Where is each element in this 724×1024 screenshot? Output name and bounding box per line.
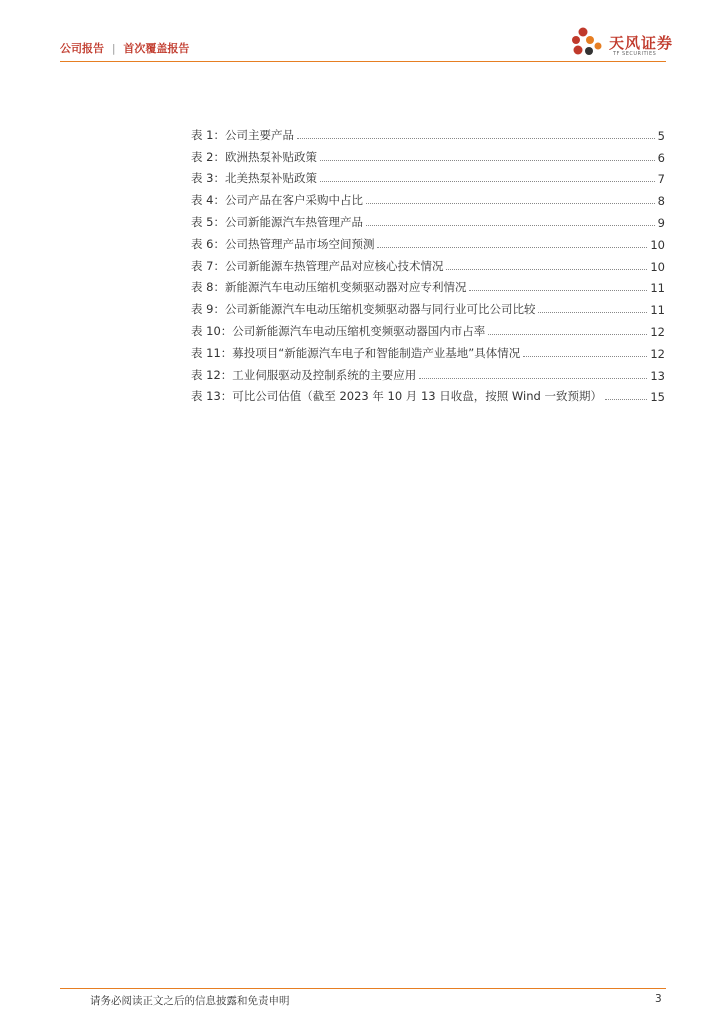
toc-entry-page: 13 <box>650 368 665 383</box>
toc-entry-page: 10 <box>650 237 665 252</box>
toc-leader-dots <box>320 181 655 182</box>
table-of-tables <box>191 121 665 404</box>
header-divider <box>60 61 666 62</box>
page-number: 3 <box>655 993 662 1005</box>
toc-leader-dots <box>297 138 655 139</box>
toc-entry[interactable] <box>191 230 665 252</box>
toc-entry-page: 8 <box>657 194 665 209</box>
toc-leader-dots <box>446 269 647 270</box>
toc-entry-page: 11 <box>650 303 665 318</box>
toc-entry[interactable] <box>191 252 665 274</box>
toc-entry-title: 表 7：公司新能源车热管理产品对应核心技术情况 <box>191 258 444 273</box>
toc-entry[interactable] <box>191 317 665 339</box>
toc-entry-title: 表 11：募投项目“新能源汽车电子和智能制造产业基地”具体情况 <box>191 345 521 360</box>
toc-entry[interactable] <box>191 121 665 143</box>
toc-entry[interactable] <box>191 186 665 208</box>
toc-entry-title: 表 2：欧洲热泵补贴政策 <box>191 149 317 164</box>
toc-leader-dots <box>523 356 647 357</box>
header-subcategory: 首次覆盖报告 <box>123 42 190 55</box>
toc-entry-page: 15 <box>650 390 665 405</box>
toc-leader-dots <box>366 225 655 226</box>
toc-entry[interactable] <box>191 274 665 296</box>
toc-entry[interactable] <box>191 295 665 317</box>
toc-entry-title: 表 9：公司新能源汽车电动压缩机变频驱动器与同行业可比公司比较 <box>191 302 536 317</box>
company-logo <box>568 22 678 62</box>
toc-entry-page: 12 <box>650 346 665 361</box>
footer-disclaimer: 请务必阅读正文之后的信息披露和免责申明 <box>90 995 290 1007</box>
toc-entry[interactable] <box>191 361 665 383</box>
toc-leader-dots <box>320 160 655 161</box>
toc-entry[interactable] <box>191 165 665 187</box>
header-separator: | <box>111 42 116 55</box>
toc-entry-page: 11 <box>650 281 665 296</box>
toc-entry[interactable] <box>191 339 665 361</box>
header-breadcrumb <box>60 40 189 56</box>
logo-name: 天风证券 <box>609 34 674 52</box>
toc-entry[interactable] <box>191 208 665 230</box>
toc-entry-title: 表 8：新能源汽车电动压缩机变频驱动器对应专利情况 <box>191 280 467 295</box>
toc-entry-title: 表 10：公司新能源汽车电动压缩机变频驱动器国内市占率 <box>191 323 486 338</box>
toc-leader-dots <box>538 312 647 313</box>
toc-leader-dots <box>469 290 647 291</box>
toc-entry-page: 6 <box>657 150 665 165</box>
toc-leader-dots <box>605 399 647 400</box>
toc-entry[interactable] <box>191 143 665 165</box>
toc-entry-title: 表 6：公司热管理产品市场空间预测 <box>191 236 375 251</box>
toc-entry-title: 表 4：公司产品在客户采购中占比 <box>191 193 363 208</box>
toc-entry[interactable] <box>191 383 665 405</box>
logo-subtitle: TF SECURITIES <box>613 51 657 57</box>
toc-leader-dots <box>488 334 647 335</box>
toc-entry-title: 表 13：可比公司估值（截至 2023 年 10 月 13 日收盘，按照 Wind 一致预期） <box>191 389 602 404</box>
toc-leader-dots <box>419 378 647 379</box>
toc-entry-title: 表 1：公司主要产品 <box>191 127 294 142</box>
toc-leader-dots <box>366 203 655 204</box>
footer-divider <box>60 988 666 989</box>
toc-entry-page: 5 <box>657 128 665 143</box>
toc-entry-page: 10 <box>650 259 665 274</box>
toc-entry-page: 12 <box>650 324 665 339</box>
toc-leader-dots <box>377 247 647 248</box>
toc-entry-title: 表 12：工业伺服驱动及控制系统的主要应用 <box>191 367 417 382</box>
flower-logo-icon <box>568 22 608 62</box>
toc-entry-title: 表 5：公司新能源汽车热管理产品 <box>191 214 363 229</box>
header-category: 公司报告 <box>60 42 104 55</box>
toc-entry-page: 9 <box>657 215 665 230</box>
toc-entry-title: 表 3：北美热泵补贴政策 <box>191 171 317 186</box>
toc-entry-page: 7 <box>657 172 665 187</box>
